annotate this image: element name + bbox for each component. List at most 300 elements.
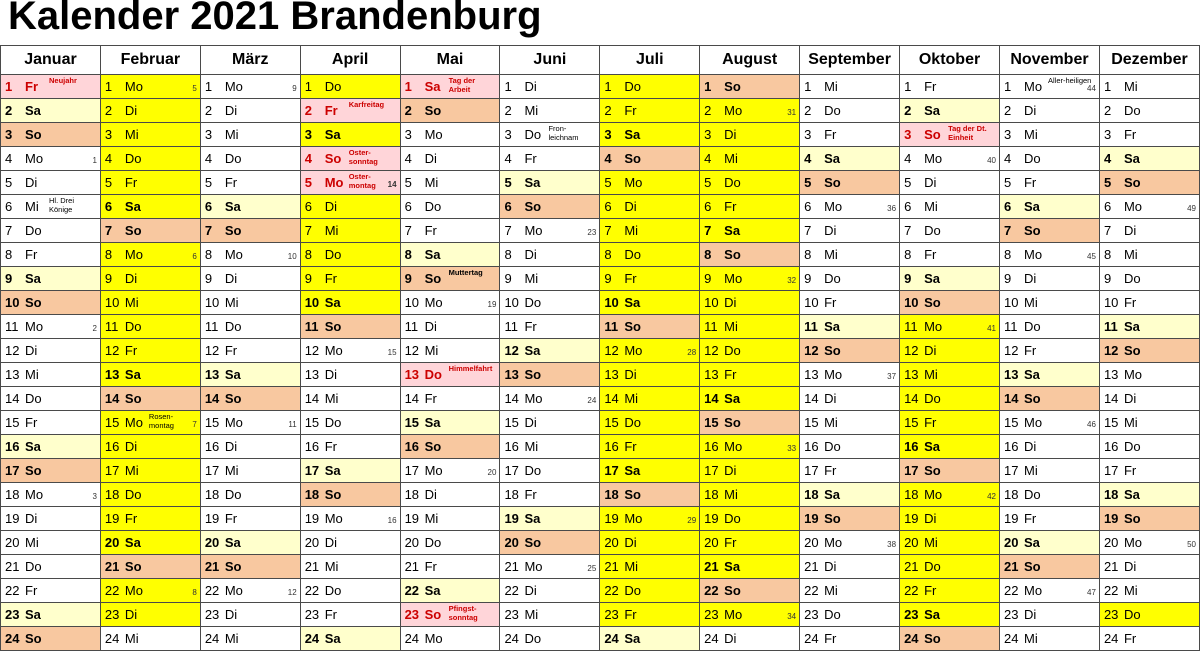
day-cell — [900, 603, 1000, 627]
day-row — [1, 603, 1200, 627]
day-number: 24 — [5, 631, 20, 646]
day-cell — [800, 507, 900, 531]
weekday-label: Sa — [224, 367, 241, 382]
day-cell — [1099, 267, 1199, 291]
day-number: 6 — [1103, 199, 1112, 214]
weekday-label: Sa — [224, 535, 241, 550]
weekday-label: Do — [924, 223, 941, 238]
week-number: 20 — [487, 468, 497, 477]
day-cell — [900, 219, 1000, 243]
weekday-label: Di — [524, 583, 537, 598]
day-cell — [200, 243, 300, 267]
weekday-label: Di — [424, 319, 437, 334]
weekday-label: Sa — [624, 631, 641, 646]
day-number: 4 — [404, 151, 412, 166]
day-cell — [800, 315, 900, 339]
holiday-note: Oster-montag — [348, 172, 376, 190]
day-cell — [100, 579, 200, 603]
day-row — [1, 555, 1200, 579]
weekday-label: Fr — [1023, 511, 1037, 526]
day-cell — [200, 483, 300, 507]
day-cell — [400, 147, 500, 171]
weekday-label: So — [624, 319, 641, 334]
day-number: 5 — [5, 175, 13, 190]
weekday-label: Di — [1023, 271, 1037, 286]
day-cell — [300, 243, 400, 267]
day-number: 18 — [504, 487, 519, 502]
day-cell — [700, 75, 800, 99]
weekday-label: So — [924, 295, 941, 310]
weekday-label: Fr — [1023, 175, 1037, 190]
weekday-label: Mo — [1023, 415, 1043, 430]
day-cell — [100, 99, 200, 123]
day-number: 15 — [404, 415, 420, 430]
day-number: 17 — [104, 463, 120, 478]
day-cell — [600, 147, 700, 171]
day-number: 17 — [5, 463, 20, 478]
day-cell — [100, 123, 200, 147]
weekday-label: Di — [324, 535, 337, 550]
day-number: 11 — [1003, 319, 1018, 334]
day-number: 13 — [404, 367, 420, 382]
day-number: 7 — [204, 223, 213, 238]
weekday-label: Fr — [25, 79, 38, 94]
day-number: 12 — [1103, 343, 1119, 358]
day-cell — [500, 627, 600, 651]
day-cell — [999, 315, 1099, 339]
day-cell — [1099, 363, 1199, 387]
weekday-label: Fr — [924, 79, 937, 94]
day-cell — [700, 555, 800, 579]
day-cell — [1, 603, 101, 627]
day-cell — [200, 627, 300, 651]
day-cell — [400, 411, 500, 435]
day-cell — [200, 411, 300, 435]
day-cell — [1, 555, 101, 579]
day-cell — [200, 171, 300, 195]
day-number: 24 — [1103, 631, 1119, 646]
day-number: 16 — [1103, 439, 1119, 454]
weekday-label: Di — [624, 535, 637, 550]
day-number: 6 — [604, 199, 612, 214]
day-cell — [900, 555, 1000, 579]
day-number: 19 — [1003, 511, 1019, 526]
weekday-label: So — [324, 319, 342, 334]
day-cell — [100, 411, 200, 435]
day-number: 10 — [104, 295, 120, 310]
weekday-label: Sa — [724, 391, 741, 406]
weekday-label: Do — [624, 415, 641, 430]
weekday-label: Fr — [1123, 127, 1137, 142]
day-cell — [700, 219, 800, 243]
day-number: 20 — [404, 535, 420, 550]
weekday-label: Sa — [1123, 319, 1140, 334]
day-number: 10 — [1103, 295, 1119, 310]
day-number: 23 — [604, 607, 619, 622]
day-number: 5 — [304, 175, 312, 190]
week-number: 44 — [1087, 84, 1096, 93]
weekday-label: So — [124, 391, 142, 406]
day-cell — [600, 219, 700, 243]
day-cell — [300, 483, 400, 507]
day-number: 9 — [804, 271, 812, 286]
day-number: 7 — [104, 223, 113, 238]
day-cell — [500, 387, 600, 411]
weekday-label: Di — [25, 343, 38, 358]
day-cell — [500, 75, 600, 99]
day-number: 24 — [904, 631, 919, 646]
day-number: 13 — [5, 367, 20, 382]
day-cell — [900, 531, 1000, 555]
weekday-label: So — [824, 175, 841, 190]
weekday-label: Mi — [1023, 463, 1038, 478]
week-number: 2 — [92, 324, 97, 333]
day-cell — [400, 267, 500, 291]
day-number: 2 — [804, 103, 812, 118]
weekday-label: Sa — [424, 583, 441, 598]
month-header-6: Juni — [500, 46, 600, 75]
weekday-label: Sa — [624, 127, 641, 142]
weekday-label: Mi — [124, 463, 139, 478]
day-row — [1, 147, 1200, 171]
day-number: 16 — [5, 439, 20, 454]
day-cell — [1, 219, 101, 243]
weekday-label: Fr — [924, 583, 937, 598]
weekday-label: Do — [924, 391, 941, 406]
weekday-label: Sa — [424, 415, 441, 430]
day-number: 15 — [704, 415, 719, 430]
day-cell — [100, 315, 200, 339]
day-cell — [600, 555, 700, 579]
week-number: 12 — [287, 588, 297, 597]
day-cell — [1, 411, 101, 435]
day-cell — [100, 195, 200, 219]
weekday-label: Mi — [1023, 631, 1038, 646]
day-cell — [800, 531, 900, 555]
day-cell — [100, 555, 200, 579]
weekday-label: Fr — [724, 535, 737, 550]
day-cell — [600, 435, 700, 459]
day-cell — [800, 339, 900, 363]
weekday-label: Sa — [25, 439, 41, 454]
day-number: 21 — [5, 559, 20, 574]
day-number: 3 — [204, 127, 213, 142]
day-number: 21 — [404, 559, 420, 574]
weekday-label: So — [324, 487, 342, 502]
day-number: 13 — [104, 367, 120, 382]
weekday-label: Mi — [724, 151, 738, 166]
day-cell — [700, 579, 800, 603]
day-row — [1, 267, 1200, 291]
day-cell — [800, 435, 900, 459]
day-number: 22 — [5, 583, 20, 598]
day-cell — [999, 291, 1099, 315]
day-number: 22 — [904, 583, 919, 598]
day-cell — [1099, 291, 1199, 315]
day-number: 6 — [804, 199, 812, 214]
day-cell — [1099, 315, 1199, 339]
day-number: 1 — [604, 79, 612, 94]
day-number: 23 — [704, 607, 719, 622]
day-cell — [800, 123, 900, 147]
week-number: 9 — [292, 84, 297, 93]
month-header-7: Juli — [600, 46, 700, 75]
day-cell — [1099, 195, 1199, 219]
day-cell — [1, 147, 101, 171]
holiday-note: Neujahr — [49, 76, 77, 85]
holiday-note: Himmelfahrt — [448, 364, 493, 373]
day-cell — [700, 507, 800, 531]
week-number: 29 — [687, 516, 697, 525]
weekday-label: Di — [1023, 607, 1037, 622]
weekday-label: Sa — [724, 223, 741, 238]
day-cell — [999, 603, 1099, 627]
day-number: 21 — [304, 559, 320, 574]
day-cell — [999, 555, 1099, 579]
day-row — [1, 579, 1200, 603]
day-cell — [1, 171, 101, 195]
day-cell — [800, 603, 900, 627]
day-cell — [200, 75, 300, 99]
day-cell — [500, 171, 600, 195]
week-number: 11 — [288, 420, 297, 429]
day-number: 2 — [1003, 103, 1012, 118]
weekday-label: Sa — [424, 247, 441, 262]
weekday-label: Mo — [224, 415, 243, 430]
weekday-label: Mo — [124, 415, 143, 430]
day-number: 21 — [204, 559, 220, 574]
weekday-label: Mo — [524, 223, 543, 238]
day-number: 14 — [1103, 391, 1119, 406]
day-cell — [1, 627, 101, 651]
weekday-label: Do — [1023, 319, 1041, 334]
day-cell — [1099, 603, 1199, 627]
day-number: 14 — [204, 391, 220, 406]
weekday-label: Di — [324, 367, 337, 382]
day-number: 17 — [1103, 463, 1119, 478]
day-number: 10 — [204, 295, 220, 310]
weekday-label: Mi — [824, 415, 838, 430]
day-cell — [600, 243, 700, 267]
day-number: 20 — [504, 535, 519, 550]
weekday-label: Mi — [324, 223, 339, 238]
day-cell — [200, 579, 300, 603]
day-number: 4 — [304, 151, 312, 166]
day-cell — [800, 555, 900, 579]
day-number: 1 — [704, 79, 712, 94]
weekday-label: Do — [324, 415, 342, 430]
day-number: 6 — [404, 199, 412, 214]
day-number: 14 — [904, 391, 919, 406]
weekday-label: Sa — [1023, 199, 1040, 214]
day-number: 16 — [604, 439, 619, 454]
weekday-label: So — [25, 127, 42, 142]
weekday-label: So — [1123, 511, 1141, 526]
day-cell — [500, 459, 600, 483]
week-number: 3 — [92, 492, 97, 501]
day-cell — [1, 291, 101, 315]
day-cell — [1099, 507, 1199, 531]
day-cell — [900, 99, 1000, 123]
day-cell — [600, 171, 700, 195]
day-number: 1 — [404, 79, 412, 94]
weekday-label: Do — [624, 79, 641, 94]
day-number: 18 — [204, 487, 220, 502]
day-number: 7 — [504, 223, 512, 238]
weekday-label: Sa — [124, 199, 141, 214]
day-number: 21 — [704, 559, 719, 574]
day-row — [1, 171, 1200, 195]
weekday-label: So — [924, 127, 941, 142]
day-number: 17 — [304, 463, 320, 478]
weekday-label: So — [424, 103, 442, 118]
weekday-label: Di — [224, 271, 238, 286]
weekday-label: Fr — [25, 583, 38, 598]
weekday-label: Mo — [224, 247, 243, 262]
day-cell — [200, 603, 300, 627]
month-header-row — [1, 46, 1200, 75]
day-number: 21 — [804, 559, 819, 574]
weekday-label: So — [124, 223, 142, 238]
day-cell — [800, 291, 900, 315]
day-cell — [1, 363, 101, 387]
day-number: 13 — [604, 367, 619, 382]
day-number: 9 — [1103, 271, 1112, 286]
weekday-label: Mi — [524, 607, 539, 622]
day-number: 8 — [804, 247, 812, 262]
day-number: 16 — [204, 439, 220, 454]
day-number: 9 — [204, 271, 213, 286]
day-cell — [600, 507, 700, 531]
weekday-label: Di — [524, 415, 537, 430]
weekday-label: Mi — [324, 391, 339, 406]
day-number: 10 — [704, 295, 719, 310]
day-cell — [400, 123, 500, 147]
weekday-label: Di — [524, 247, 537, 262]
day-cell — [100, 531, 200, 555]
weekday-label: Fr — [424, 559, 437, 574]
day-number: 19 — [1103, 511, 1119, 526]
weekday-label: Di — [724, 463, 737, 478]
weekday-label: Fr — [124, 511, 138, 526]
day-cell — [1, 507, 101, 531]
day-cell — [800, 75, 900, 99]
weekday-label: Fr — [424, 391, 437, 406]
weekday-label: Mo — [1023, 583, 1043, 598]
day-number: 22 — [504, 583, 519, 598]
day-cell — [999, 411, 1099, 435]
week-number: 25 — [587, 564, 597, 573]
day-cell — [500, 555, 600, 579]
day-cell — [900, 147, 1000, 171]
weekday-label: Mo — [1123, 535, 1142, 550]
day-cell — [300, 435, 400, 459]
weekday-label: Fr — [624, 439, 637, 454]
day-row — [1, 459, 1200, 483]
day-row — [1, 339, 1200, 363]
weekday-label: Sa — [324, 631, 341, 646]
day-cell — [700, 243, 800, 267]
weekday-label: So — [1023, 223, 1041, 238]
weekday-label: So — [224, 559, 242, 574]
day-number: 6 — [5, 199, 13, 214]
day-row — [1, 243, 1200, 267]
day-cell — [700, 459, 800, 483]
day-cell — [100, 363, 200, 387]
day-cell — [1099, 555, 1199, 579]
day-number: 9 — [604, 271, 612, 286]
day-cell — [999, 147, 1099, 171]
day-cell — [200, 195, 300, 219]
weekday-label: Mo — [524, 559, 543, 574]
day-cell — [1099, 75, 1199, 99]
weekday-label: Fr — [624, 271, 637, 286]
weekday-label: Di — [224, 607, 238, 622]
day-number: 17 — [604, 463, 619, 478]
day-cell — [500, 219, 600, 243]
day-number: 6 — [204, 199, 213, 214]
weekday-label: Do — [1123, 103, 1141, 118]
weekday-label: Do — [624, 247, 641, 262]
day-number: 19 — [404, 511, 420, 526]
month-header-12: Dezember — [1099, 46, 1199, 75]
weekday-label: Do — [524, 127, 542, 142]
weekday-label: Sa — [624, 295, 641, 310]
day-number: 19 — [804, 511, 819, 526]
day-number: 23 — [504, 607, 519, 622]
weekday-label: Sa — [724, 559, 741, 574]
day-number: 11 — [904, 319, 918, 334]
day-cell — [300, 315, 400, 339]
week-number: 37 — [887, 372, 897, 381]
day-number: 18 — [304, 487, 320, 502]
weekday-label: Mi — [424, 343, 439, 358]
day-cell — [700, 387, 800, 411]
weekday-label: Do — [224, 319, 242, 334]
weekday-label: Sa — [924, 607, 940, 622]
weekday-label: Mi — [624, 391, 639, 406]
weekday-label: So — [25, 631, 42, 646]
weekday-label: Do — [424, 367, 442, 382]
day-number: 1 — [104, 79, 113, 94]
day-row — [1, 363, 1200, 387]
day-number: 12 — [204, 343, 220, 358]
day-number: 24 — [504, 631, 519, 646]
day-number: 14 — [604, 391, 619, 406]
day-number: 9 — [904, 271, 912, 286]
day-cell — [1, 435, 101, 459]
day-number: 1 — [904, 79, 912, 94]
weekday-label: Di — [524, 79, 537, 94]
weekday-label: So — [924, 463, 941, 478]
day-number: 11 — [504, 319, 518, 334]
day-cell — [600, 531, 700, 555]
weekday-label: So — [724, 79, 741, 94]
day-number: 14 — [104, 391, 120, 406]
day-number: 1 — [804, 79, 812, 94]
day-number: 8 — [704, 247, 712, 262]
day-number: 19 — [904, 511, 919, 526]
day-cell — [900, 291, 1000, 315]
day-cell — [1, 387, 101, 411]
day-note: Rosen-montag — [148, 412, 174, 430]
day-number: 17 — [404, 463, 420, 478]
weekday-label: Do — [524, 631, 542, 646]
day-cell — [900, 387, 1000, 411]
day-number: 13 — [904, 367, 919, 382]
weekday-label: Fr — [324, 103, 338, 118]
day-cell — [999, 483, 1099, 507]
